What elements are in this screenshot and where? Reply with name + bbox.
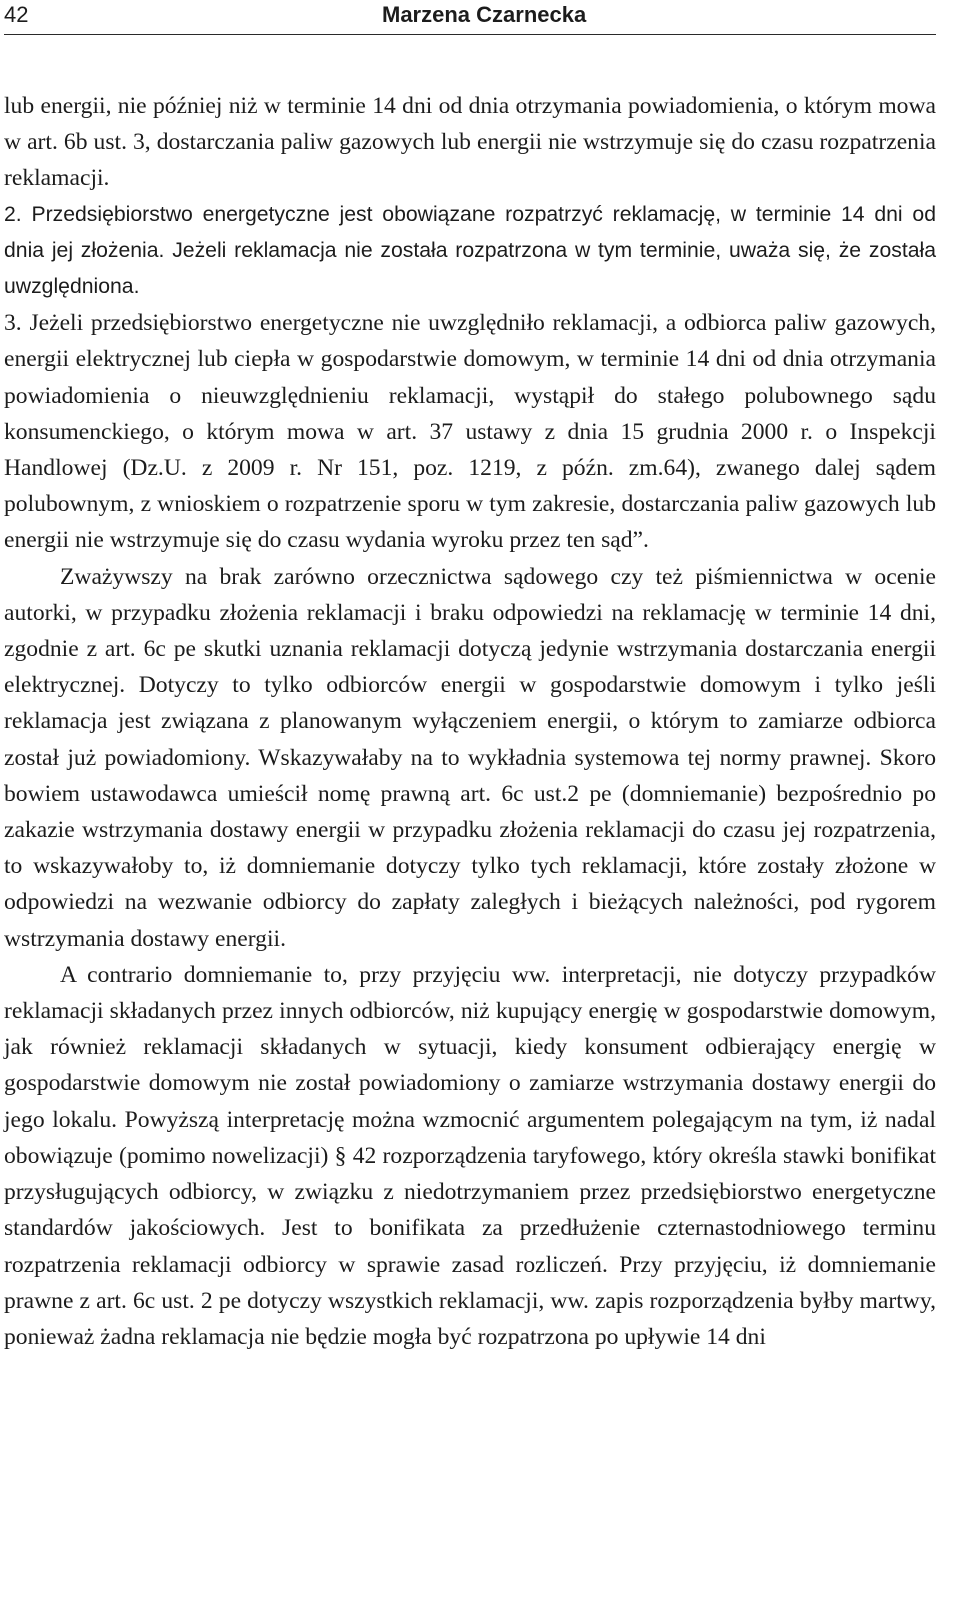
page-header [4, 0, 936, 35]
page-number: 42 [4, 2, 29, 27]
quote-paragraph-3: 3. Jeżeli przedsiębiorstwo energetyczne nie uwzględniło reklamacji, a odbiorca paliw gazowych, energii elektrycznej lub ciepła w gospodarstwie domowym, w terminie 14 dni od dnia otrzymania powiadomienia o nieuwzględnieniu reklamacji, wystąpił do stałego polubownego sądu konsumenckiego, o którym mowa w art. 37 ustawy z dnia 15 grudnia 2000 r. o Inspekcji Handlowej (Dz.U. z 2009 r. Nr 151, poz. 1219, z późn. zm.64), zwanego dalej sądem polubownym, z wnioskiem o rozpatrzenie sporu w tym zakresie, dostarczania paliw gazowych lub energii nie wstrzymuje się do czasu wydania wyroku przez ten sąd”. [4, 310, 936, 554]
body-paragraph-2: A contrario domniemanie to, przy przyjęciu ww. interpretacji, nie dotyczy przypadków reklamacji składanych przez innych odbiorców, niż kupujący energię w gospodarstwie domowym, jak również reklamacji składanych w sytuacji, kiedy konsument odbierający energię w gospodarstwie domowym nie został powiadomiony o zamiarze wstrzymania dostawy energii do jego lokalu. Powyższą interpretację można wzmocnić argumentem polegającym na tym, iż nadal obowiązuje (pomimo nowelizacji) § 42 rozporządzenia taryfowego, który określa stawki bonifikat przysługujących odbiorcy, w związku z niedotrzymaniem przez przedsiębiorstwo energetyczne standardów jakościowych. Jest to bonifikata za przedłużenie czternastodniowego terminu rozpatrzenia reklamacji odbiorcy w sprawie zasad rozliczeń. Przy przyjęciu, iż domniemanie prawne z art. 6c ust. 2 pe dotyczy wszystkich reklamacji, ww. zapis rozporządzenia byłby martwy, ponieważ żadna reklamacja nie będzie mogła być rozpatrzona po upływie 14 dni [4, 961, 936, 1350]
quote-paragraph-2: 2. Przedsiębiorstwo energetyczne jest obowiązane rozpatrzyć reklamację, w terminie 14 dni od dnia jej złożenia. Jeżeli reklamacja nie została rozpatrzona w tym terminie, uważa się, że została uwzględniona. [4, 202, 936, 299]
running-head-author: Marzena Czarnecka [382, 2, 587, 27]
page-body [4, 88, 936, 1355]
quote-paragraph-continuation: lub energii, nie później niż w terminie 14 dni od dnia otrzymania powiadomienia, o którym mowa w art. 6b ust. 3, dostarczania paliw gazowych lub energii nie wstrzymuje się do czasu rozpatrzenia reklamacji. [4, 93, 936, 192]
body-paragraph-1: Zważywszy na brak zarówno orzecznictwa sądowego czy też piśmiennictwa w ocenie autorki, w przypadku złożenia reklamacji i braku odpowiedzi na reklamację w terminie 14 dni, zgodnie z art. 6c pe skutki uznania reklamacji dotyczą jedynie wstrzymania dostarczania energii elektrycznej. Dotyczy to tylko odbiorców energii w gospodarstwie domowym i tylko jeśli reklamacja jest związana z planowanym wyłączeniem energii, o którym to zamiarze odbiorca został już powiadomiony. Wskazywałaby na to wykładnia systemowa tej normy prawnej. Skoro bowiem ustawodawca umieścił nomę prawną art. 6c ust.2 pe (domniemanie) bezpośrednio po zakazie wstrzymania dostawy energii w przypadku złożenia reklamacji do czasu jej rozpatrzenia, to wskazywałoby to, iż domniemanie dotyczy tylko tych reklamacji, które zostały złożone w odpowiedzi na wezwanie odbiorcy do zapłaty zaległych i bieżących należności, pod rygorem wstrzymania dostawy energii. [4, 563, 936, 952]
